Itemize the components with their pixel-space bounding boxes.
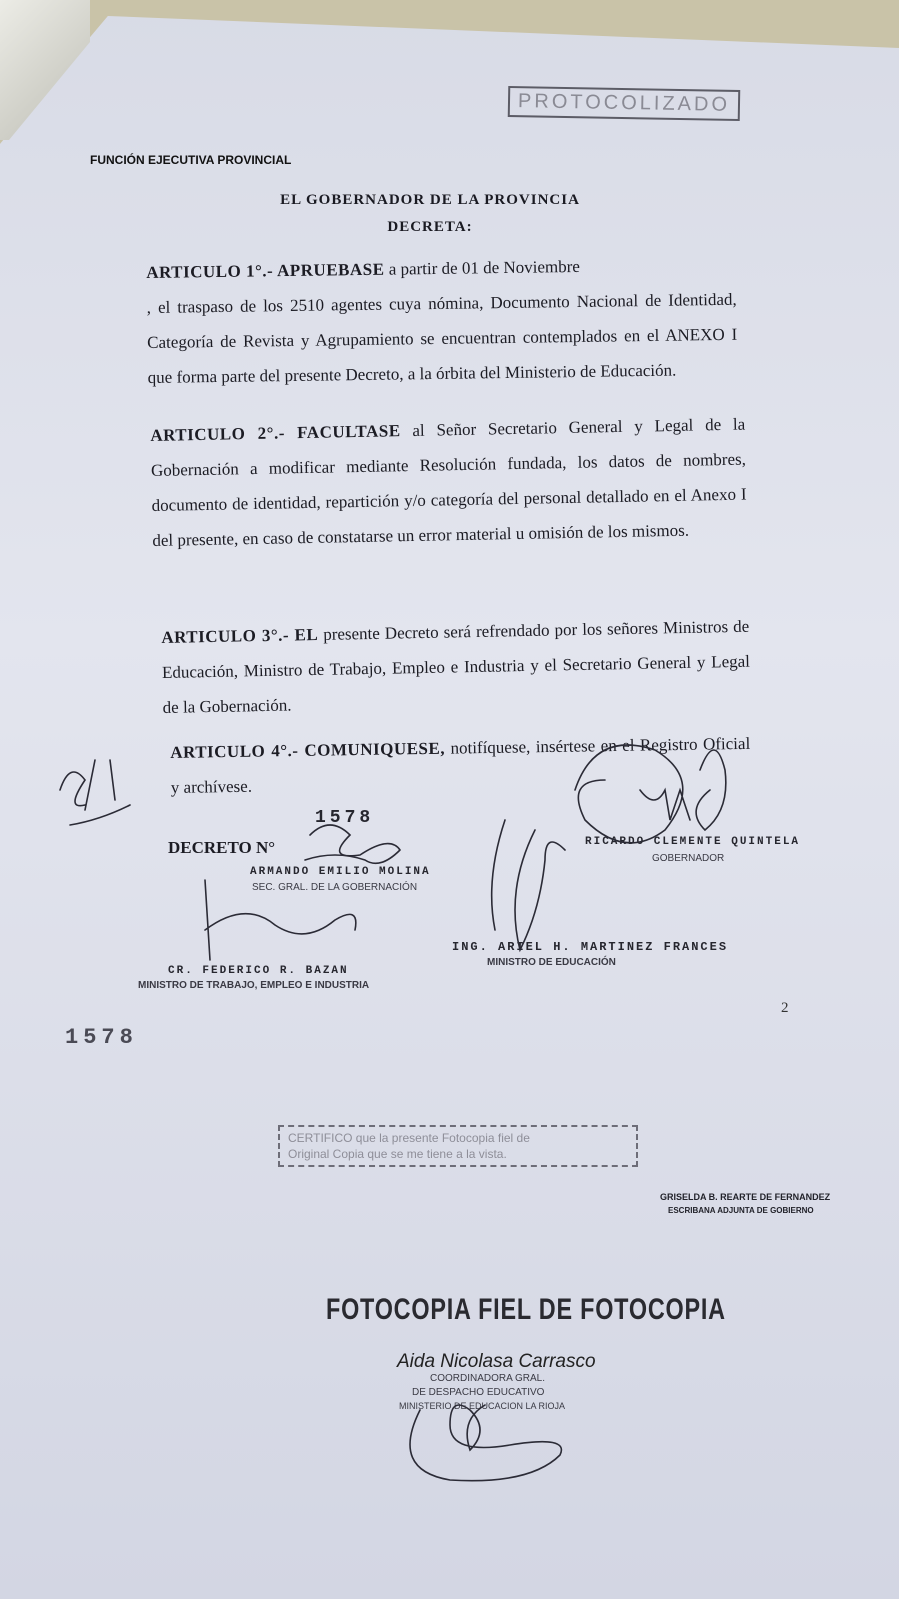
gobernador-name: RICARDO CLEMENTE QUINTELA: [585, 836, 801, 848]
coordinadora-signature: [410, 1405, 561, 1481]
secretario-name: ARMANDO EMILIO MOLINA: [250, 866, 431, 878]
trabajo-signature: [205, 880, 356, 960]
coordinadora-role3: MINISTERIO DE EDUCACION LA RIOJA: [399, 1401, 566, 1411]
handwritten-number: 1578: [65, 1025, 138, 1050]
article-1-text2: , el traspaso de los 2510 agentes cuya nómina, Documento Nacional de Identidad, Categoría de Revista y Agrupamiento se encuentran contemplados en el ANEXO I que forma parte del presente Decreto, a la órbita del Ministerio de Educación.: [146, 289, 738, 387]
article-2-label: ARTICULO 2°.- FACULTASE: [150, 421, 401, 445]
header-text: FUNCIÓN EJECUTIVA PROVINCIAL: [90, 153, 292, 167]
secretario-role: SEC. GRAL. DE LA GOBERNACIÓN: [252, 882, 418, 893]
educacion-name: ING. ARIEL H. MARTINEZ FRANCES: [452, 940, 729, 954]
article-3-text: presente Decreto será refrendado por los señores Ministros de Educación, Ministro de Trabajo, Empleo e Industria y el Secretario General y Legal de la Gobernación.: [161, 616, 751, 717]
fotocopia-stamp: FOTOCOPIA FIEL DE FOTOCOPIA: [326, 1293, 726, 1326]
certificado-line2: Original Copia que se me tiene a la vista.: [288, 1147, 507, 1161]
article-1-label: ARTICULO 1°.- APRUEBASE: [146, 259, 385, 282]
secretario-signature: [305, 825, 400, 863]
article-1-text1: a partir de 01 de Noviembre: [388, 256, 581, 279]
coordinadora-name: Aida Nicolasa Carrasco: [397, 1351, 596, 1372]
article-4-label: ARTICULO 4°.- COMUNIQUESE,: [170, 738, 446, 762]
educacion-signature: [492, 820, 565, 950]
trabajo-role: MINISTRO DE TRABAJO, EMPLEO E INDUSTRIA: [138, 980, 370, 991]
escribana-name: GRISELDA B. REARTE DE FERNANDEZ: [660, 1192, 831, 1202]
article-4-text: notifíquese, insértese en el Registro Oficial y archívese.: [170, 733, 751, 797]
escribana-role: ESCRIBANA ADJUNTA DE GOBIERNO: [668, 1206, 814, 1215]
certificado-line1: CERTIFICO que la presente Fotocopia fiel de: [288, 1131, 530, 1145]
protocolizado-stamp: PROTOCOLIZADO: [508, 86, 741, 121]
educacion-role: MINISTRO DE EDUCACIÓN: [487, 957, 616, 968]
trabajo-name: CR. FEDERICO R. BAZAN: [168, 965, 349, 977]
article-3-label: ARTICULO 3°.- EL: [161, 624, 319, 647]
title-line1: EL GOBERNADOR DE LA PROVINCIA: [280, 192, 580, 208]
gobernador-signature: [575, 745, 726, 843]
page-number: 2: [781, 1000, 789, 1016]
coordinadora-role1: COORDINADORA GRAL.: [430, 1373, 546, 1384]
coordinadora-role2: DE DESPACHO EDUCATIVO: [412, 1387, 545, 1398]
title-line2: DECRETA:: [387, 219, 473, 235]
article-2-text: al Señor Secretario General y Legal de la Gobernación a modificar mediante Resolución fundada, los datos de nombres, documento de identidad, repartición y/o categoría del personal detallado en el Anexo I del presente, en caso de constatarse un error material u omisión de los mismos.: [150, 414, 747, 550]
gobernador-role: GOBERNADOR: [652, 853, 725, 864]
margin-initials-signature: [60, 760, 130, 825]
decreto-label: DECRETO N°: [168, 838, 276, 857]
decreto-number: 1578: [315, 808, 375, 828]
